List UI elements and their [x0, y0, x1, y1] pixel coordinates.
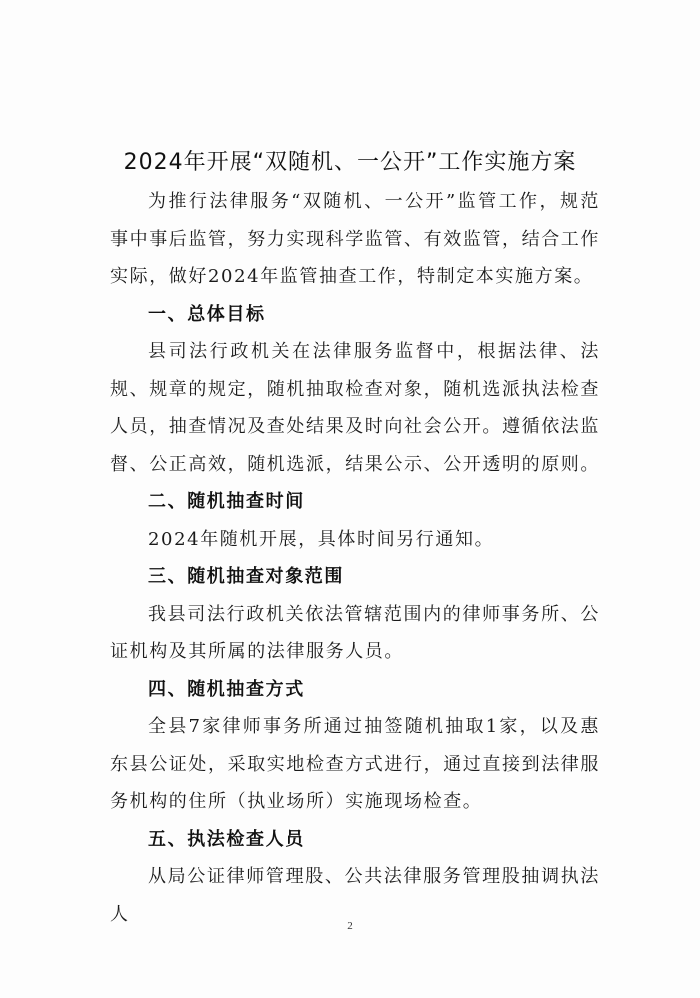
section-text-time: 2024年随机开展，具体时间另行通知。	[148, 528, 495, 550]
section-text-scope: 我县司法行政机关依法管辖范围内的律师事务所、公证机构及其所属的法律服务人员。	[110, 603, 600, 662]
section-heading-time: 二、随机抽查时间	[148, 491, 305, 512]
section-heading-scope: 三、随机抽查对象范围	[148, 566, 344, 587]
document-body	[110, 183, 600, 933]
section-heading-goals: 一、总体目标	[148, 303, 266, 325]
section-heading-method: 四、随机抽查方式	[148, 678, 305, 700]
section-heading-personnel: 五、执法检查人员	[148, 828, 305, 850]
section-text-method: 全县7家律师事务所通过抽签随机抽取1家，以及惠东县公证处，采取实地检查方式进行，通过直接到法律服务机构的住所（执业场所）实施现场检查。	[110, 716, 600, 812]
section-text-personnel: 从局公证律师管理股、公共法律服务管理股抽调执法人	[110, 866, 600, 925]
intro-paragraph: 为推行法律服务“双随机、一公开”监管工作，规范事中事后监管，努力实现科学监管、有效监管，结合工作实际，做好2024年监管抽查工作，特制定本实施方案。	[110, 191, 600, 287]
section-text-goals: 县司法行政机关在法律服务监督中，根据法律、法规、规章的规定，随机抽取检查对象，随机选派执法检查人员，抽查情况及查处结果及时向社会公开。遵循依法监督、公正高效，随机选派，结果公示、公开透明的原则。	[110, 341, 600, 475]
page-number: 2	[347, 920, 353, 932]
document-title: 2024年开展“双随机、一公开”工作实施方案	[123, 149, 577, 175]
